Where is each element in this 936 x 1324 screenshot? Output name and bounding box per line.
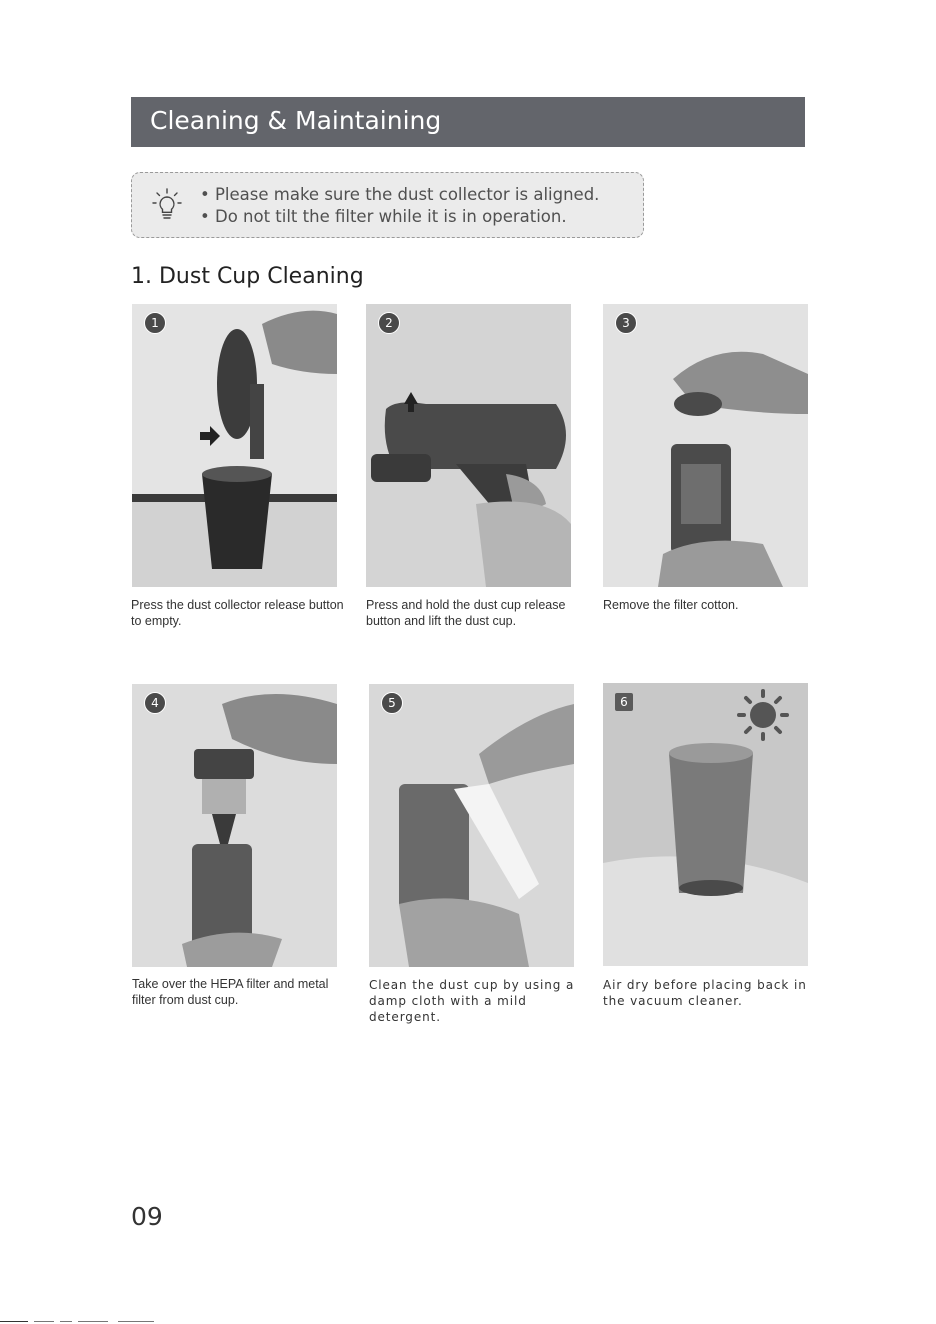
step-number-badge: 4: [144, 692, 166, 714]
step-5-caption: Clean the dust cup by using a damp cloth with a mild detergent.: [369, 978, 575, 1024]
step-5-photo: [369, 684, 574, 967]
tip-box: [131, 172, 644, 238]
step-2-caption: Press and hold the dust cup release button and lift the dust cup.: [366, 598, 566, 628]
tip-item: • Do not tilt the filter while it is in operation.: [200, 206, 599, 228]
step-2-photo: [366, 304, 571, 587]
step-1-caption: Press the dust collector release button to empty.: [131, 598, 344, 628]
step-6-caption: Air dry before placing back in the vacuum cleaner.: [603, 978, 807, 1008]
step-number-badge: 1: [144, 312, 166, 334]
step-1-photo: [132, 304, 337, 587]
step-number-badge: 5: [381, 692, 403, 714]
step-number-badge: 2: [378, 312, 400, 334]
step-6-photo: [603, 683, 808, 966]
step-number-badge: 6: [615, 693, 633, 711]
step-number-badge: 3: [615, 312, 637, 334]
section-header: [131, 97, 805, 147]
step-3-caption: Remove the filter cotton.: [603, 598, 739, 612]
tip-list: [200, 184, 599, 228]
print-marks: [0, 1320, 160, 1323]
step-4-photo: [132, 684, 337, 967]
section-title: 1. Dust Cup Cleaning: [131, 264, 364, 289]
page-number: 09: [131, 1202, 163, 1231]
lightbulb-icon: [152, 187, 182, 223]
step-4-caption: Take over the HEPA filter and metal filter from dust cup.: [132, 977, 329, 1007]
step-3-photo: [603, 304, 808, 587]
tip-item: • Please make sure the dust collector is aligned.: [200, 184, 599, 206]
page-title: Cleaning & Maintaining: [150, 106, 442, 135]
